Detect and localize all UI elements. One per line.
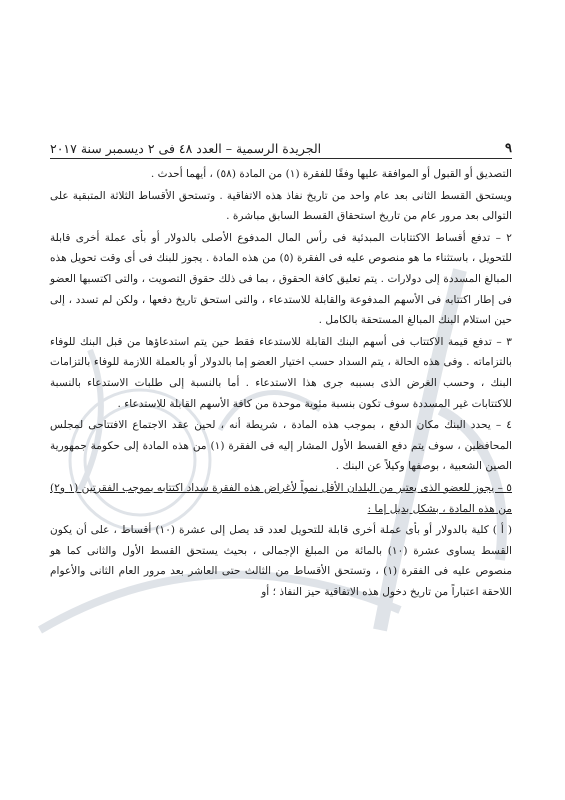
paragraph-clause-5a: ( أ ) كلية بالدولار أو بأى عملة أخرى قابلة للتحويل لعدد قد يصل إلى عشرة (١٠) أقساط ، على أن يكون القسط يساوى عشرة (١٠) بالمائة من المبلغ الإجمالى ، بحيث يستحق القسط الأول والثانى كما هو منصوص عليه فى الفقرة (١) ، وتستحق الأقساط من الثالث حتى العاشر بعد مرور العام الثانى والأعوام اللاحقة اعتباراً من تاريخ دخول هذه الاتفاقية حيز النفاذ ؛ أو <box>50 524 512 598</box>
gazette-title: الجريدة الرسمية – العدد ٤٨ فى ٢ ديسمبر سنة ٢٠١٧ <box>50 141 322 156</box>
page-header <box>50 134 512 156</box>
paragraph-clause-4: ٤ – يحدد البنك مكان الدفع ، بموجب هذه المادة ، شريطة أنه ، لحين عقد الاجتماع الافتتاحى لمجلس المحافظين ، سوف يتم دفع القسط الأول المشار إليه فى الفقرة (١) من هذه المادة إلى حكومة جمهورية الصين الشعبية ، بوصفها وكيلاً عن البنك . <box>50 419 512 473</box>
header-divider <box>50 158 512 159</box>
paragraph-1-continued: التصديق أو القبول أو الموافقة عليها وفقًا للفقرة (١) من المادة (٥٨) ، أيهما أحدث . <box>150 168 512 180</box>
paragraph-clause-2: ٢ – تدفع أقساط الاكتتابات المبدئية فى رأس المال المدفوع الأصلى بالدولار أو بأى عملة أخرى قابلة للتحويل ، باستثناء ما هو منصوص عليه فى الفقرة (٥) من هذه المادة . يجوز للبنك فى أى وقت تحويل هذه المبالغ المسددة إلى دولارات . يتم تعليق كافة الحقوق ، بما فى ذلك حقوق التصويت ، والتى اكتسبها العضو فى إطار اكتتابه فى الأسهم المدفوعة والقابلة للاستدعاء ، والتى استحق تاريخ دفعها ، ولكن لم تسدد ، إلى حين استلام البنك المبالغ المستحقة بالكامل . <box>50 231 513 327</box>
paragraph-clause-5: ٥ – يجوز للعضو الذى يعتبر من البلدان الأقل نمواً لأغراض هذه الفقرة سداد اكتتابه بموجب الفقرتين (١ و٢) من هذه المادة ، بشكل بديل إما : <box>50 481 512 515</box>
page-number: ٩ <box>505 141 512 156</box>
document-page <box>50 0 512 800</box>
paragraph-clause-3: ٣ – تدفع قيمة الاكتتاب فى أسهم البنك القابلة للاستدعاء فقط حين يتم استدعاؤها من قبل البنك للوفاء بالتزاماته . وفى هذه الحالة ، يتم السداد حسب اختيار العضو إما بالدولار أو بالعملة اللازمة للوفاء بالتزامات البنك ، وحسب الغرض الذى بسببه جرى هذا الاستدعاء . أما بالنسبة إلى طلبات الاستدعاء بالنسبة للاكتتابات غير المسددة سوف تكون بنسبة مئوية موحدة من كافة الأسهم القابلة للاستدعاء . <box>50 335 512 410</box>
document-body <box>50 164 512 603</box>
paragraph-second-installment: ويستحق القسط الثانى بعد عام واحد من تاريخ نفاذ هذه الاتفاقية . وتستحق الأقساط الثلاثة المتبقية على التوالى بعد مرور عام من تاريخ استحقاق القسط السابق مباشرة . <box>50 189 512 223</box>
